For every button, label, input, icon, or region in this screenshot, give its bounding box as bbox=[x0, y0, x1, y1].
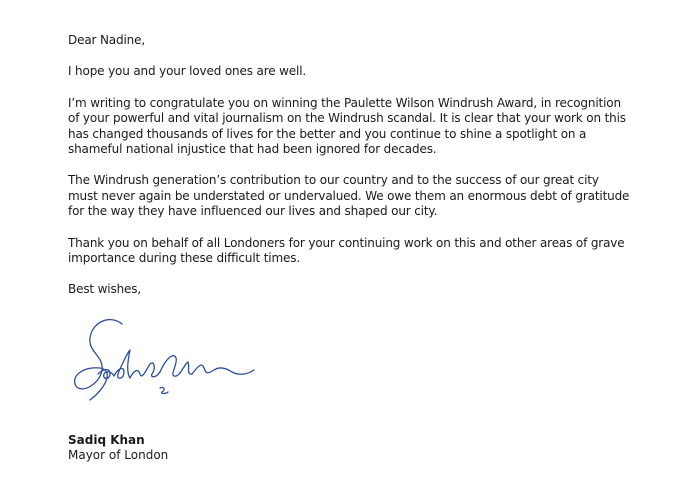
salutation: Dear Nadine, bbox=[68, 33, 146, 47]
letter-body bbox=[68, 33, 668, 314]
handwritten-signature bbox=[70, 312, 260, 412]
paragraph-1: I hope you and your loved ones are well. bbox=[68, 64, 307, 79]
closing: Best wishes, bbox=[68, 282, 142, 297]
signer-title: Mayor of London bbox=[68, 448, 169, 463]
signer-name: Sadiq Khan bbox=[68, 433, 145, 447]
paragraph-4: Thank you on behalf of all Londoners for your continuing work on this and other areas of grave importance during these difficult times. bbox=[68, 235, 625, 266]
signer-block bbox=[68, 433, 168, 464]
paragraph-3: The Windrush generation’s contribution to our country and to the success of our great city must never again be understated or undervalued. We owe them an enormous debt of gratitude for the way they have influenced our lives and shaped our city. bbox=[68, 173, 630, 219]
paragraph-2: I’m writing to congratulate you on winning the Paulette Wilson Windrush Award, in recognition of your powerful and vital journalism on the Windrush scandal. It is clear that your work on this has changed thousands of lives for the better and you continue to shine a spotlight on a shameful national injustice that had been ignored for decades. bbox=[68, 95, 626, 157]
